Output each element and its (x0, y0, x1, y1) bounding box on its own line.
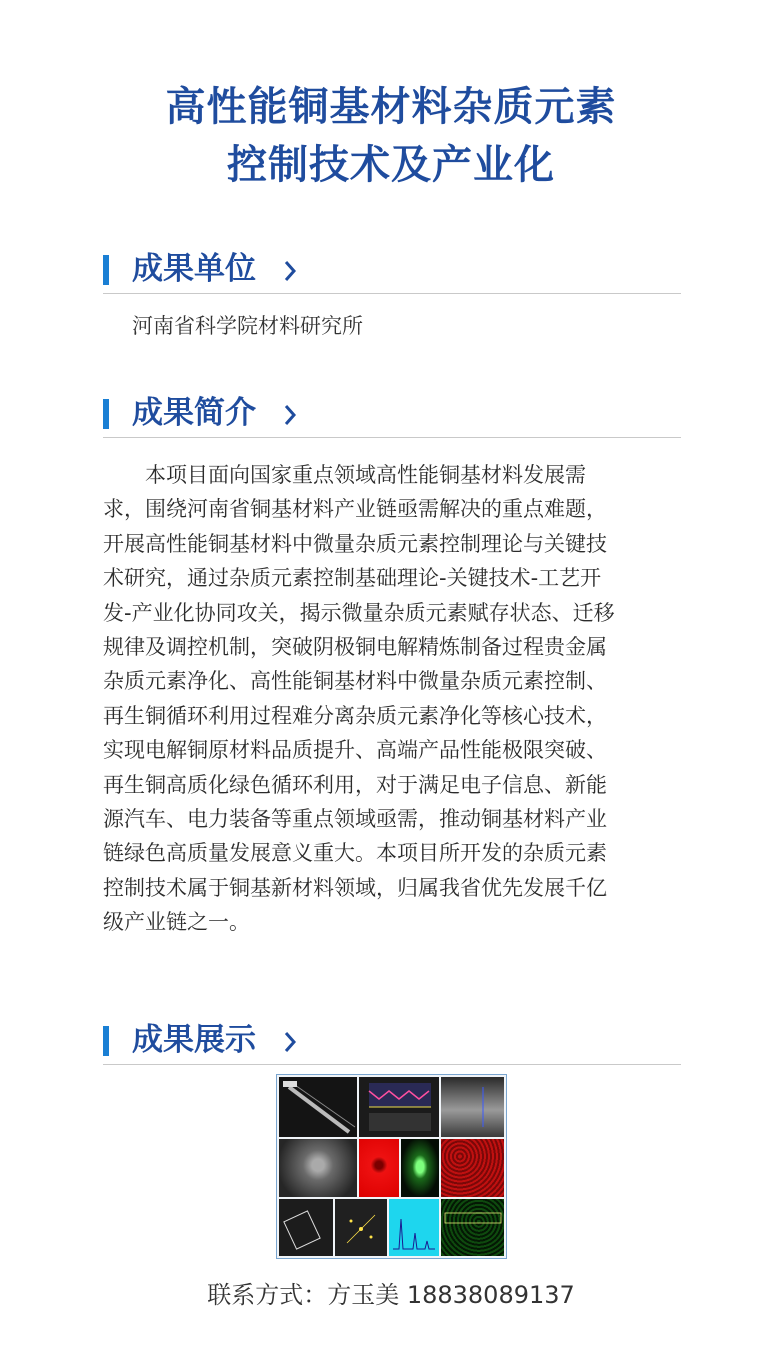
section-header-showcase (103, 1020, 681, 1065)
page-title-line1: 高性能铜基材料杂质元素 (165, 84, 617, 130)
particle-image-tile (279, 1139, 357, 1197)
red-noise-map-tile (441, 1139, 504, 1197)
intro-line: 再生铜循环利用过程难分离杂质元素净化等核心技术， (103, 703, 607, 728)
green-noise-map-tile (441, 1199, 504, 1256)
intro-line: 控制技术属于铜基新材料领域，归属我省优先发展千亿 (103, 875, 607, 900)
tem-image-tile (279, 1077, 357, 1137)
section-header-unit (103, 249, 681, 294)
diffraction-tile (335, 1199, 387, 1256)
section-bar-icon (103, 399, 109, 429)
unit-name: 河南省科学院材料研究所 (132, 314, 363, 338)
intro-line: 术研究，通过杂质元素控制基础理论-关键技术-工艺开 (103, 566, 602, 591)
page-title-line2: 控制技术及产业化 (227, 142, 555, 188)
intro-line: 杂质元素净化、高性能铜基材料中微量杂质元素控制、 (103, 669, 607, 694)
intro-line: 链绿色高质量发展意义重大。本项目所开发的杂质元素 (103, 841, 607, 866)
spectrum-tile (389, 1199, 439, 1256)
micrograph-composite-image (276, 1074, 507, 1259)
grain-image-tile (441, 1077, 504, 1137)
intro-line: 实现电解铜原材料品质提升、高端产品性能极限突破、 (103, 738, 607, 763)
intro-line: 求，围绕河南省铜基材料产业链亟需解决的重点难题， (103, 497, 607, 522)
section-title-showcase: 成果展示 (132, 1022, 256, 1058)
intro-line: 再生铜高质化绿色循环利用，对于满足电子信息、新能 (103, 772, 607, 797)
contact-info: 联系方式：方玉美 18838089137 (207, 1281, 575, 1309)
section-header-intro (103, 393, 681, 438)
lattice-image-tile (359, 1077, 439, 1137)
tem-zone-tile (279, 1199, 333, 1256)
section-title-intro: 成果简介 (132, 395, 256, 431)
page-title (0, 78, 782, 194)
intro-line: 本项目面向国家重点领域高性能铜基材料发展需 (103, 463, 586, 487)
intro-paragraph (103, 458, 683, 940)
intro-line: 发-产业化协同攻关，揭示微量杂质元素赋存状态、迁移 (103, 600, 615, 625)
section-bar-icon (103, 255, 109, 285)
intro-line: 规律及调控机制，突破阴极铜电解精炼制备过程贵金属 (103, 635, 607, 660)
section-bar-icon (103, 1026, 109, 1056)
green-eds-map-tile (401, 1139, 439, 1197)
intro-line: 源汽车、电力装备等重点领域亟需，推动铜基材料产业 (103, 807, 607, 832)
chevron-right-icon (281, 395, 299, 431)
red-eds-map-tile (359, 1139, 399, 1197)
section-title-unit: 成果单位 (132, 251, 256, 287)
chevron-right-icon (281, 1022, 299, 1058)
intro-line: 开展高性能铜基材料中微量杂质元素控制理论与关键技 (103, 531, 607, 556)
intro-line: 级产业链之一。 (103, 910, 250, 935)
chevron-right-icon (281, 251, 299, 287)
